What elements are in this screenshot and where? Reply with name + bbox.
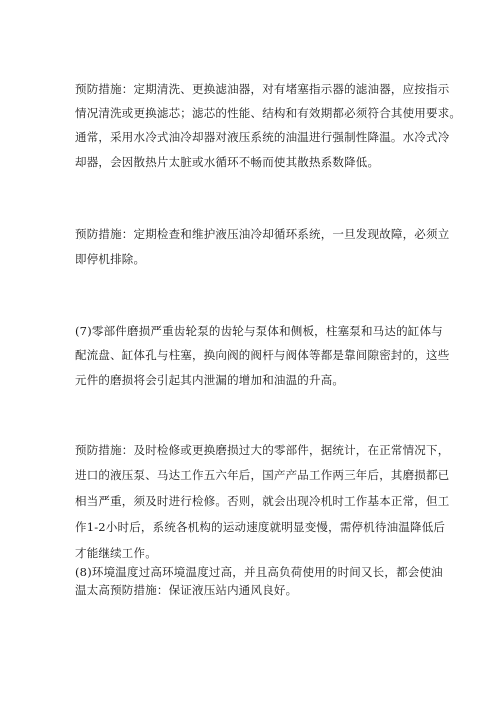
text-line: 通常，采用水冷式油冷却器对液压系统的油温进行强制性降温。水冷式冷 [75, 130, 450, 144]
text-line: 相当严重，须及时进行检修。否则，就会出现冷机时工作基本正常，但工 [75, 494, 450, 508]
text-line: 即停机排除。 [75, 252, 146, 266]
text-line: 温太高预防措施：保证液压站内通风良好。 [75, 583, 298, 597]
text-line: 配流盘、缸体孔与柱塞，换向阀的阀杆与阀体等都是靠间隙密封的，这些 [75, 348, 450, 362]
text-line: 情况清洗或更换滤芯；滤芯的性能、结构和有效期都必须符合其使用要求。 [75, 106, 462, 120]
text-line: 进口的液压泵、马达工作五六年后，国产产品工作两三年后，其磨损都已 [75, 468, 450, 482]
text-line: 预防措施：定期清洗、更换滤油器，对有堵塞指示器的滤油器，应按指示 [75, 82, 450, 96]
text-line: 预防措施：定期检查和维护液压油冷却循环系统，一旦发现故障，必须立 [75, 227, 450, 241]
text-line: 才能继续工作。 [75, 546, 157, 560]
text-line: 却器，会因散热片太脏或水循环不畅而使其散热系数降低。 [75, 155, 380, 169]
text-line: 元件的磨损将会引起其内泄漏的增加和油温的升高。 [75, 373, 345, 387]
text-line: (8)环境温度过高环境温度过高，并且高负荷使用的时间又长，都会使油 [75, 565, 443, 579]
text-line: 预防措施：及时检修或更换磨损过大的零部件，据统计，在正常情况下， [75, 443, 450, 457]
text-line: (7)零部件磨损严重齿轮泵的齿轮与泵体和侧板，柱塞泵和马达的缸体与 [75, 324, 443, 338]
text-line: 作1-2小时后，系统各机构的运动速度就明显变慢，需停机待油温降低后 [75, 520, 446, 534]
